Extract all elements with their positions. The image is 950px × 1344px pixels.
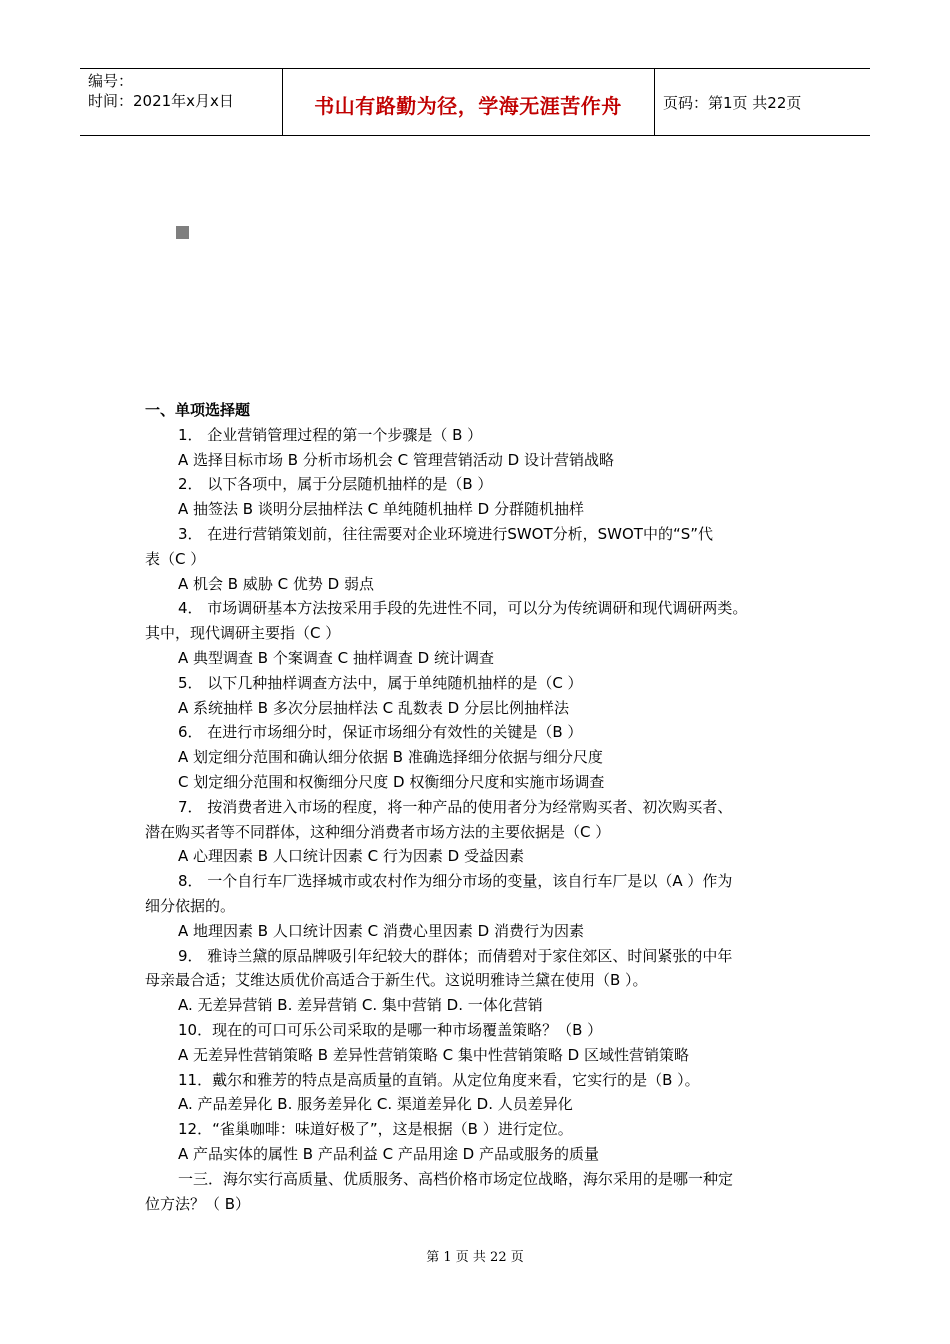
question-text: 一三．海尔实行高质量、优质服务、高档价格市场定位战略，海尔采用的是哪一种定	[178, 1169, 734, 1188]
question-text: 5． 以下几种抽样调查方法中，属于单纯随机抽样的是（C ）	[178, 673, 583, 692]
question-text: 3． 在进行营销策划前，往往需要对企业环境进行SWOT分析，SWOT中的“S”代	[178, 524, 714, 543]
question-text-continued: 位方法？（ B）	[145, 1194, 251, 1213]
question-text-continued: 表（C ）	[145, 549, 206, 568]
section-title: 一、单项选择题	[145, 401, 251, 419]
question-text: 1． 企业营销管理过程的第一个步骤是（ B ）	[178, 425, 483, 444]
question-list	[145, 398, 805, 1216]
page-footer: 第 1 页 共 22 页	[426, 1250, 524, 1265]
answer-options: A. 无差异营销 B. 差异营销 C. 集中营销 D. 一体化营销	[178, 996, 543, 1015]
document-number-label: 编号：	[88, 72, 134, 90]
question-text-continued: 潜在购买者等不同群体，这种细分消费者市场方法的主要依据是（C ）	[145, 822, 611, 841]
answer-options: C 划定细分范围和权衡细分尺度 D 权衡细分尺度和实施市场调查	[178, 772, 605, 791]
answer-options: A. 产品差异化 B. 服务差异化 C. 渠道差异化 D. 人员差异化	[178, 1095, 573, 1114]
answer-options: A 典型调查 B 个案调查 C 抽样调查 D 统计调查	[178, 648, 494, 667]
document-date: 时间：2021年x月x日	[88, 92, 234, 110]
question-text: 6． 在进行市场细分时，保证市场细分有效性的关键是（B ）	[178, 723, 583, 742]
answer-options: A 系统抽样 B 多次分层抽样法 C 乱数表 D 分层比例抽样法	[178, 698, 569, 717]
question-text-continued: 细分依据的。	[145, 896, 236, 915]
question-text-continued: 其中，现代调研主要指（C ）	[145, 624, 341, 643]
answer-options: A 抽签法 B 谈明分层抽样法 C 单纯随机抽样 D 分群随机抽样	[178, 500, 584, 519]
answer-options: A 划定细分范围和确认细分依据 B 准确选择细分依据与细分尺度	[178, 748, 603, 767]
question-text: 8． 一个自行车厂选择城市或农村作为细分市场的变量，该自行车厂是以（A ）作为	[178, 872, 733, 891]
answer-options: A 地理因素 B 人口统计因素 C 消费心里因素 D 消费行为因素	[178, 921, 584, 940]
header-bottom-rule	[80, 135, 870, 136]
answer-options: A 心理因素 B 人口统计因素 C 行为因素 D 受益因素	[178, 847, 524, 866]
question-text: 9． 雅诗兰黛的原品牌吸引年纪较大的群体；而倩碧对于家住郊区、时间紧张的中年	[178, 946, 733, 965]
header-top-rule	[80, 68, 870, 69]
header-divider-right	[654, 68, 655, 136]
question-text: 4． 市场调研基本方法按采用手段的先进性不同，可以分为传统调研和现代调研两类。	[178, 599, 748, 618]
question-text: 11．戴尔和雅芳的特点是高质量的直销。从定位角度来看，它实行的是（B ）。	[178, 1070, 700, 1089]
answer-options: A 机会 B 威胁 C 优势 D 弱点	[178, 574, 374, 593]
question-text-continued: 母亲最合适；艾维达质优价高适合于新生代。这说明雅诗兰黛在使用（B ）。	[145, 971, 648, 990]
header-motto: 书山有路勤为径，学海无涯苦作舟	[314, 94, 622, 118]
answer-options: A 产品实体的属性 B 产品利益 C 产品用途 D 产品或服务的质量	[178, 1144, 599, 1163]
question-text: 2． 以下各项中，属于分层随机抽样的是（B ）	[178, 475, 493, 494]
question-text: 10．现在的可口可乐公司采取的是哪一种市场覆盖策略？（B ）	[178, 1020, 603, 1039]
square-bullet-icon	[176, 226, 189, 239]
answer-options: A 选择目标市场 B 分析市场机会 C 管理营销活动 D 设计营销战略	[178, 450, 614, 469]
answer-options: A 无差异性营销策略 B 差异性营销策略 C 集中性营销策略 D 区域性营销策略	[178, 1045, 689, 1064]
question-text: 12．“雀巢咖啡：味道好极了”，这是根据（B ）进行定位。	[178, 1120, 573, 1139]
header-page-info: 页码：第1页 共22页	[663, 94, 802, 112]
question-text: 7． 按消费者进入市场的程度，将一种产品的使用者分为经常购买者、初次购买者、	[178, 797, 733, 816]
